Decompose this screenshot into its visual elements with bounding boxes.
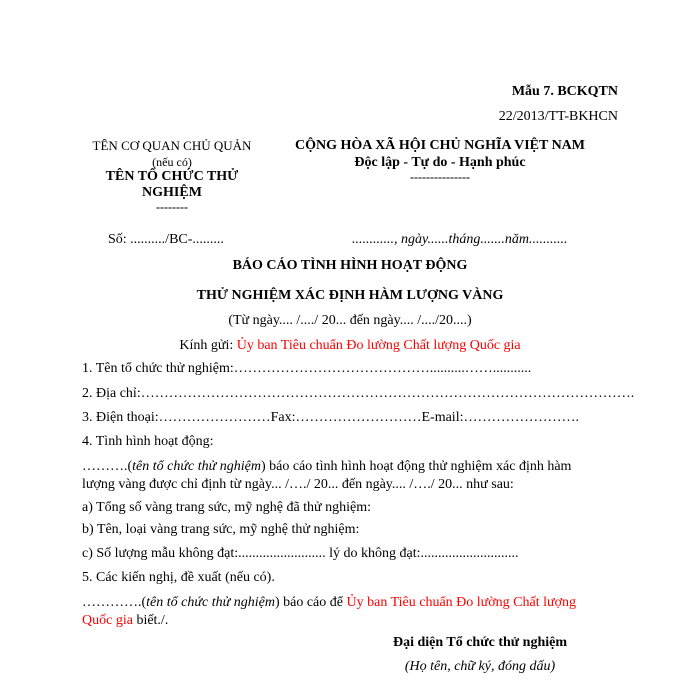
national-motto: Độc lập - Tự do - Hạnh phúc: [354, 155, 526, 170]
recipient-prefix: Kính gửi:: [179, 338, 237, 353]
signature-title: Đại diện Tổ chức thử nghiệm: [392, 635, 568, 650]
agency-name: TÊN CƠ QUAN CHỦ QUẢN: [92, 138, 252, 153]
item-b: b) Tên, loại vàng trang sức, mỹ nghệ thử nghiệm:: [82, 522, 360, 537]
closing-mid: ) báo cáo để: [274, 595, 347, 610]
right-divider: ---------------: [410, 170, 470, 184]
document-number: Số: ........../BC-.........: [108, 232, 224, 247]
item-a: a) Tổng số vàng trang sức, mỹ nghệ đã thử nghiệm:: [82, 500, 372, 515]
report-para-line1: [82, 459, 571, 475]
org-name-line2: NGHIỆM: [142, 185, 202, 200]
if-any-note: (nếu có): [152, 155, 192, 169]
form-code: Mẫu 7. BCKQTN: [511, 84, 618, 99]
recipient-name: Ủy ban Tiêu chuẩn Đo lường Chất lượng Quốc gia: [236, 338, 521, 353]
closing-recipient-part2: Quốc gia: [82, 613, 133, 628]
report-para-line2: lượng vàng được chỉ định từ ngày... /…./ 20... đến ngày.... /…./ 20... như sau:: [82, 477, 514, 492]
report-para-rest: ) báo cáo tình hình hoạt động thử nghiệm xác định hàm: [260, 459, 572, 474]
closing-end: biết./.: [132, 613, 169, 628]
closing-line1: [82, 595, 576, 611]
report-subtitle: THỬ NGHIỆM XÁC ĐỊNH HÀM LƯỢNG VÀNG: [196, 288, 504, 303]
report-para-org: tên tổ chức thử nghiệm: [132, 459, 261, 474]
closing-org: tên tổ chức thử nghiệm: [146, 595, 275, 610]
field-recommendations: 5. Các kiến nghị, đề xuất (nếu có).: [82, 570, 275, 585]
date-line: ............, ngày......tháng.......năm...........: [352, 232, 568, 247]
field-activity-heading: 4. Tình hình hoạt động:: [82, 434, 214, 449]
field-org-name: 1. Tên tổ chức thử nghiệm:……………………………………..........……...........: [82, 361, 532, 376]
closing-line2: [82, 613, 168, 629]
report-para-lead: ……….(: [82, 459, 133, 474]
report-period: (Từ ngày.... /..../ 20... đến ngày.... /..../20....): [228, 313, 472, 328]
field-address: 2. Địa chỉ:…………………………………………………………………………………………….: [82, 386, 635, 401]
signature-note: (Họ tên, chữ ký, đóng dấu): [404, 659, 556, 674]
recipient-line: [0, 338, 700, 354]
country-name: CỘNG HÒA XÃ HỘI CHỦ NGHĨA VIỆT NAM: [294, 138, 585, 153]
closing-lead: ………….(: [82, 595, 147, 610]
report-title: BÁO CÁO TÌNH HÌNH HOẠT ĐỘNG: [232, 258, 468, 273]
org-name-line1: TÊN TỔ CHỨC THỬ: [105, 169, 239, 184]
item-c: c) Số lượng mẫu không đạt:......................... lý do không đạt:............................: [82, 546, 519, 561]
field-contact: 3. Điện thoại:……………………Fax:………………………E-mail:…………………….: [82, 410, 579, 425]
closing-recipient-part1: Ủy ban Tiêu chuẩn Đo lường Chất lượng: [346, 595, 576, 610]
circular-number: 22/2013/TT-BKHCN: [498, 109, 618, 124]
left-divider: --------: [156, 200, 188, 214]
